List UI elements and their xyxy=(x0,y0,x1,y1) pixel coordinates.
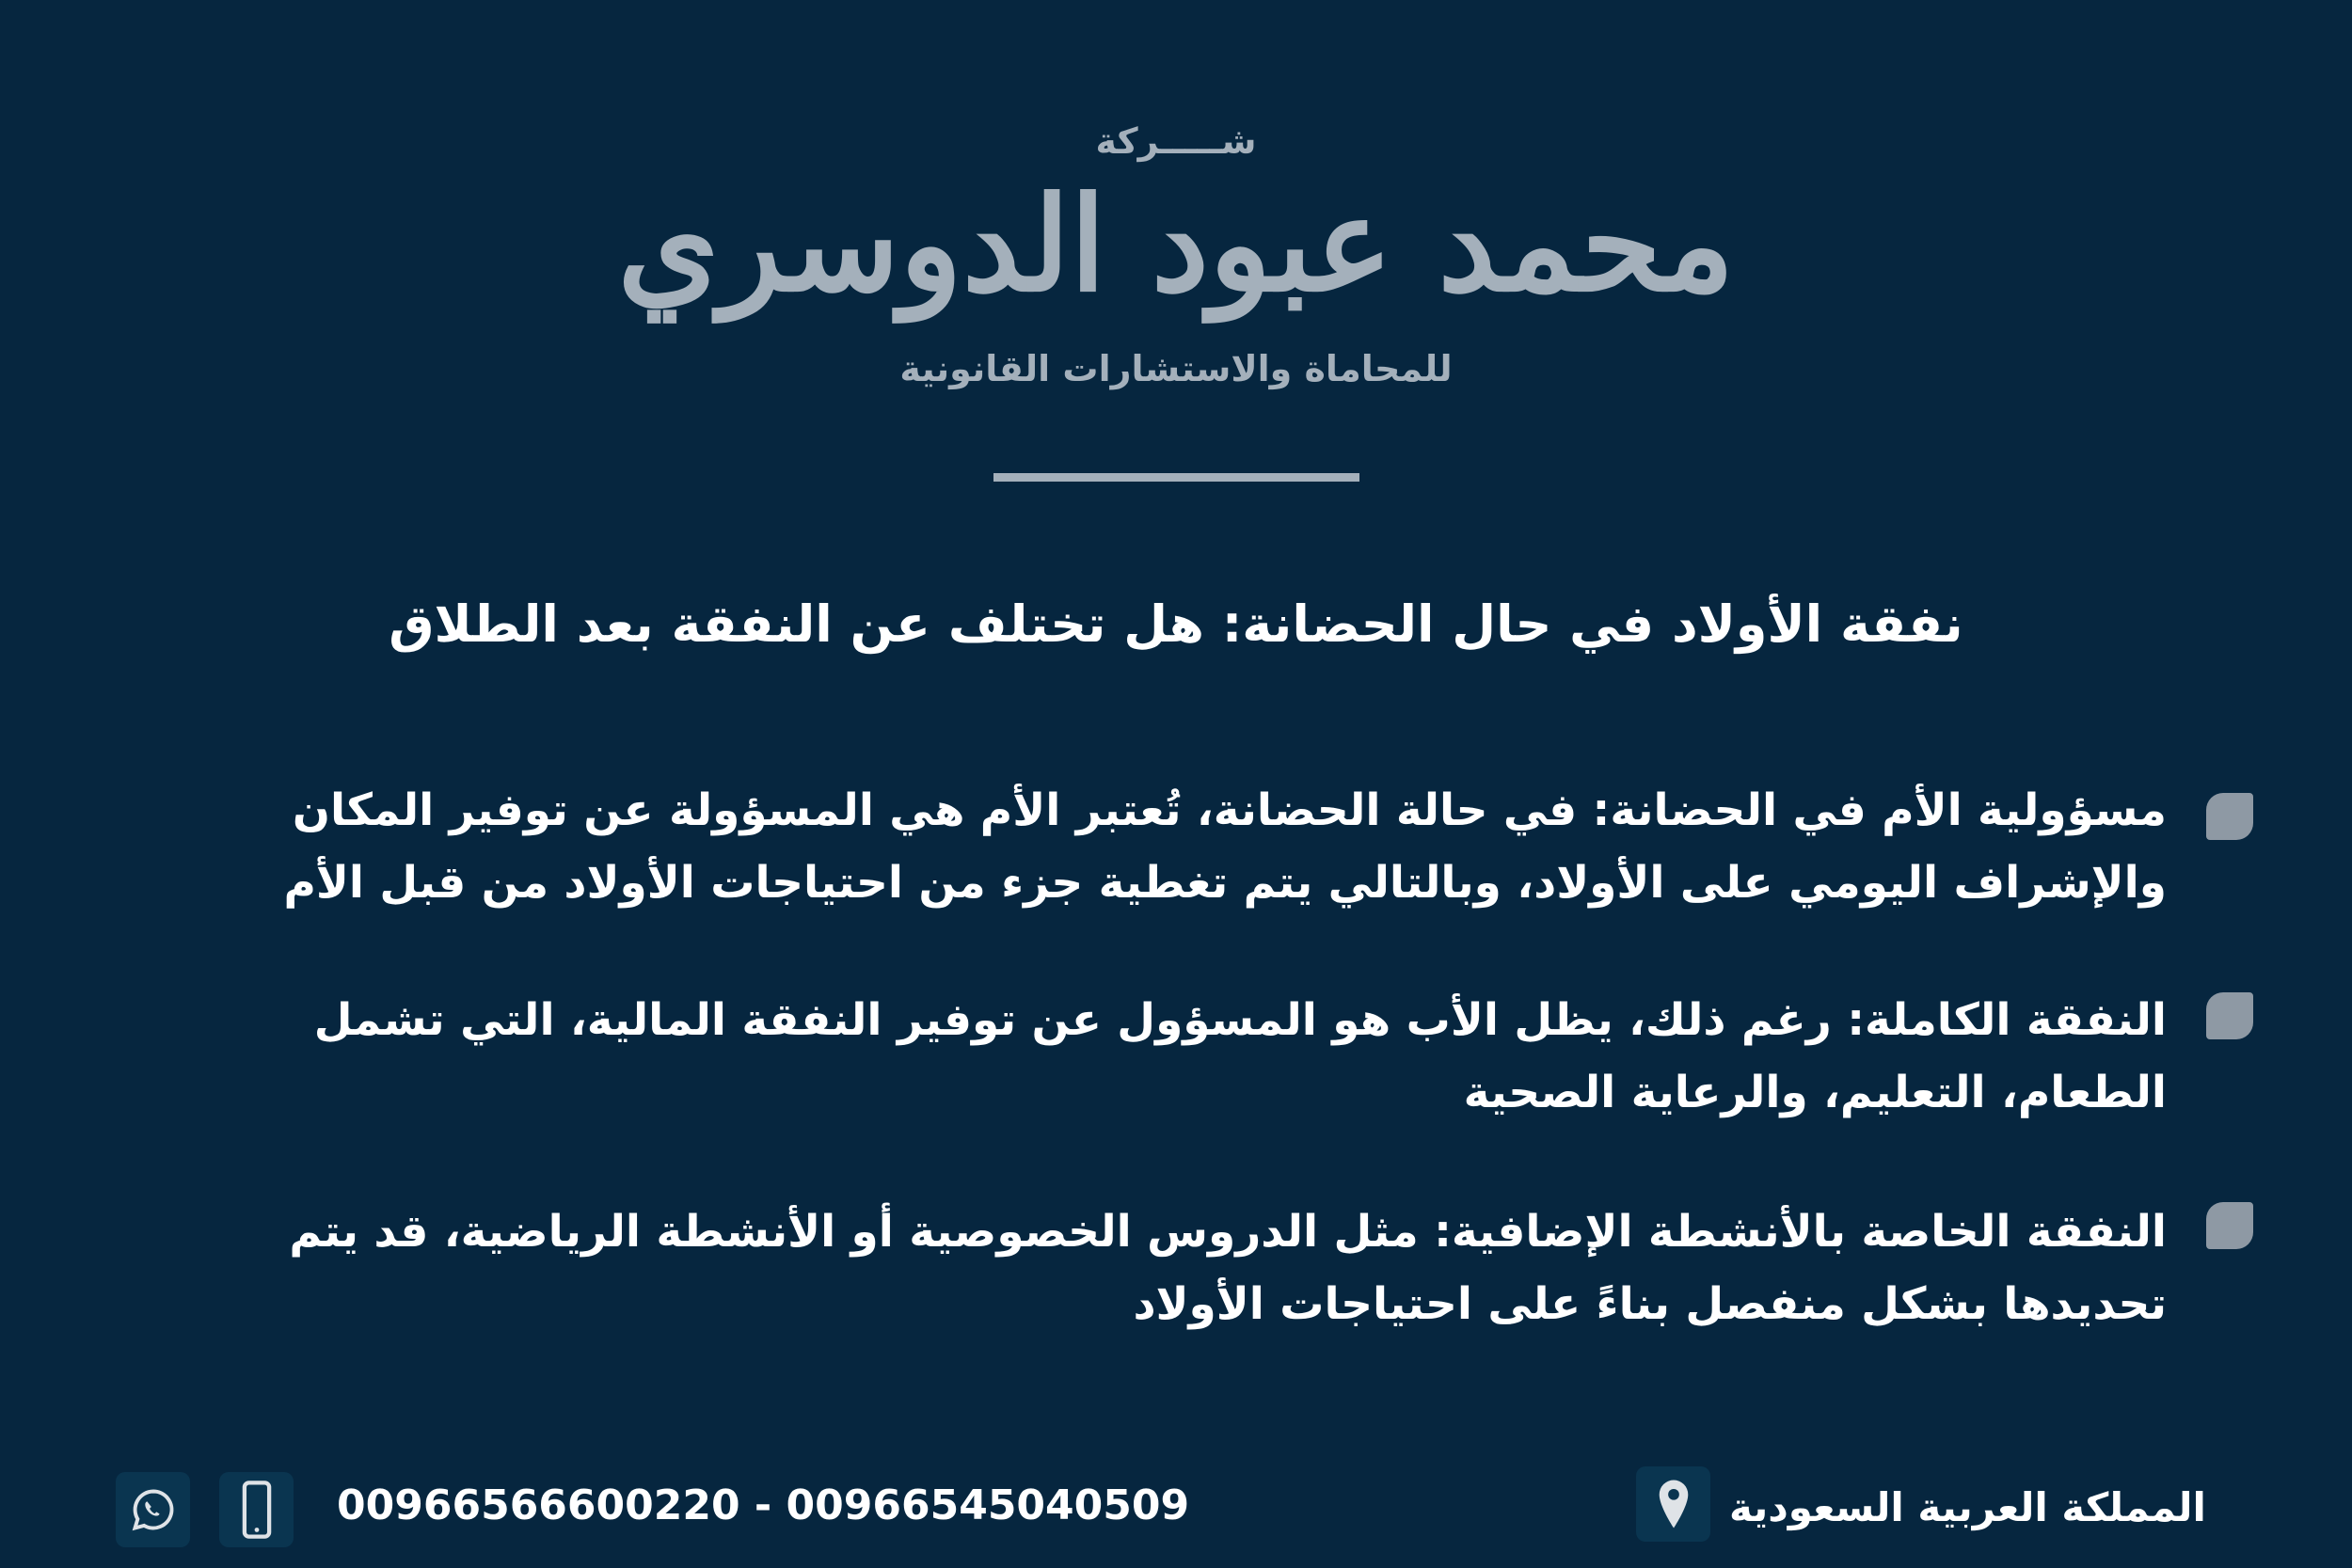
phone-numbers[interactable]: 00966566600220 - 00966545040509 xyxy=(337,1481,1190,1529)
logo-name: محمد عبود الدوسري xyxy=(617,167,1735,321)
location-pin-icon xyxy=(1636,1466,1710,1542)
list-item: مسؤولية الأم في الحضانة: في حالة الحضانة، تُعتبر الأم هي المسؤولة عن توفير المكان والإشراف اليومي على الأولاد، وبالتالي يتم تغطية جزء من احتياجات الأولاد من قبل الأم xyxy=(283,784,2167,909)
mobile-phone-icon[interactable] xyxy=(219,1472,294,1547)
location-text: المملكة العربية السعودية xyxy=(1729,1484,2206,1530)
page-title: نفقة الأولاد في حال الحضانة: هل تختلف عن النفقة بعد الطلاق xyxy=(389,594,1963,654)
whatsapp-icon[interactable] xyxy=(116,1472,190,1547)
bullet-icon xyxy=(2206,1202,2253,1249)
logo-company-label: شـــــركة xyxy=(1095,120,1257,162)
list-item: النفقة الخاصة بالأنشطة الإضافية: مثل الدروس الخصوصية أو الأنشطة الرياضية، قد يتم تحديدها بشكل منفصل بناءً على احتياجات الأولاد xyxy=(289,1206,2167,1330)
bullet-icon xyxy=(2206,992,2253,1039)
logo-subtitle: للمحاماة والاستشارات القانونية xyxy=(899,348,1453,389)
list-item: النفقة الكاملة: رغم ذلك، يظل الأب هو المسؤول عن توفير النفقة المالية، التي تشمل الطعام، التعليم، والرعاية الصحية xyxy=(313,994,2167,1118)
divider xyxy=(993,473,1359,482)
bullet-icon xyxy=(2206,793,2253,840)
